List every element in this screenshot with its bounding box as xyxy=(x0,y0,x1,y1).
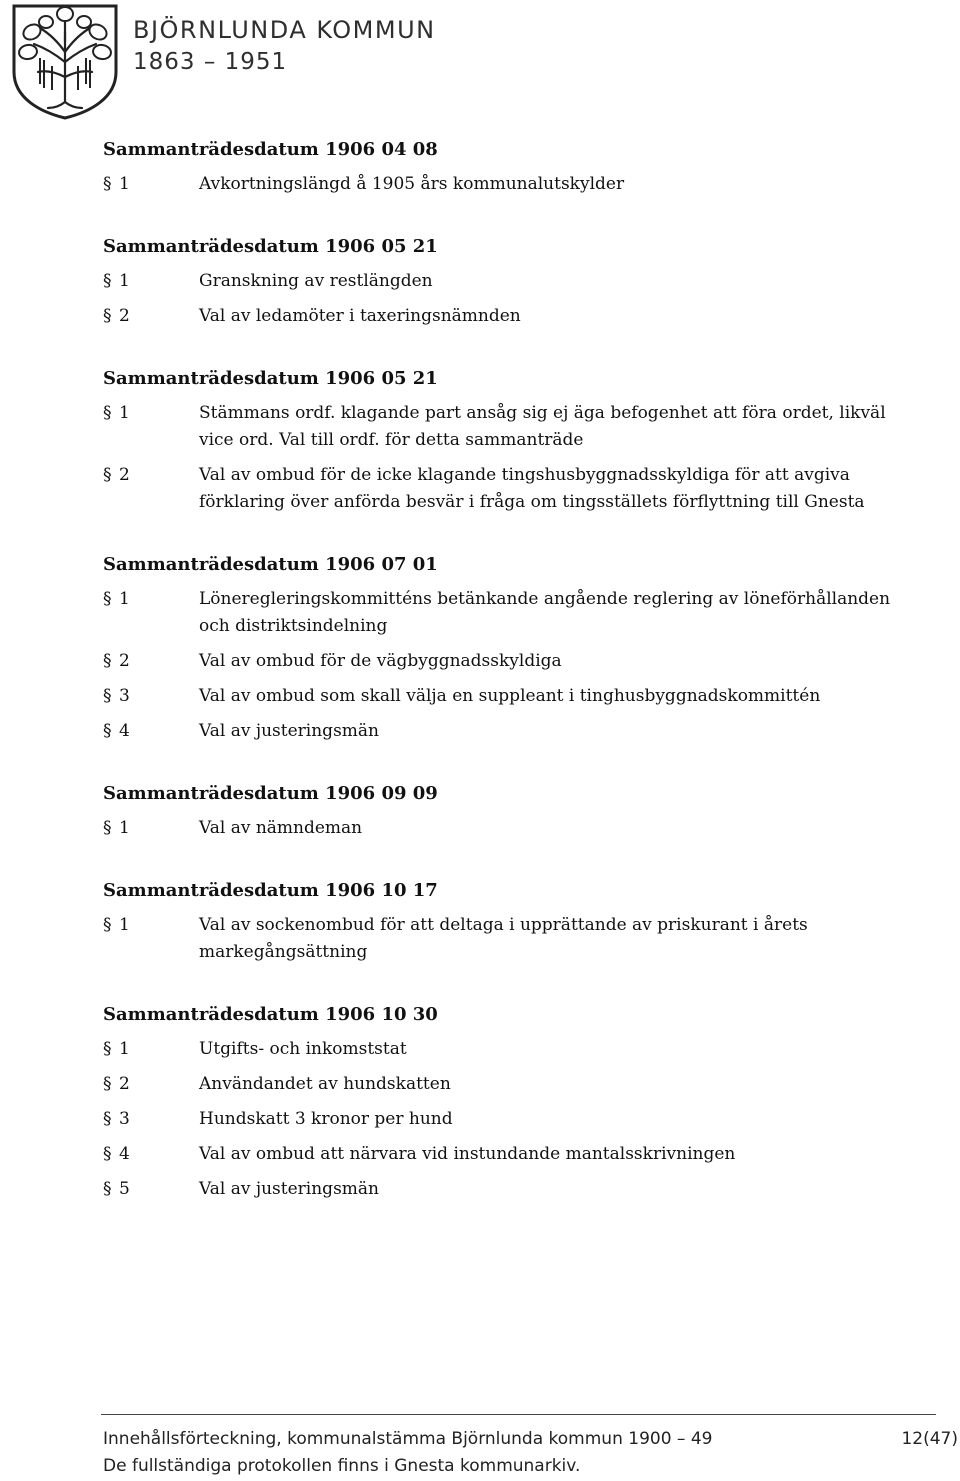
meeting-date: Sammanträdesdatum 1906 07 01 xyxy=(103,554,438,575)
section-sign-icon: § xyxy=(103,465,112,485)
section-sign-icon: § xyxy=(103,651,112,671)
paragraph-number xyxy=(103,718,199,745)
paragraph-number xyxy=(103,400,199,454)
agenda-item-text: Val av ombud som skall välja en suppleant i tinghusbyggnadskommittén xyxy=(199,686,821,706)
section-sign-icon: § xyxy=(103,1039,112,1059)
paragraph-num: 3 xyxy=(119,686,130,706)
agenda-item xyxy=(103,586,923,640)
footer-title: Innehållsförteckning, kommunalstämma Björnlunda kommun 1900 – 49 xyxy=(103,1429,713,1449)
paragraph-number xyxy=(103,462,199,516)
paragraph-num: 4 xyxy=(119,721,130,741)
agenda-item xyxy=(103,1071,923,1098)
agenda-item xyxy=(103,1106,923,1133)
agenda-item-text: Granskning av restlängden xyxy=(199,271,433,291)
meeting-section xyxy=(103,366,923,516)
agenda-item xyxy=(103,1036,923,1063)
paragraph-num: 5 xyxy=(119,1179,130,1199)
agenda-item-text: Val av ombud för de icke klagande tingshusbyggnadsskyldiga för att avgiva förklaring över anförda besvär i fråga om tingsställets förflyttning till Gnesta xyxy=(199,465,865,512)
paragraph-num: 1 xyxy=(119,271,130,291)
meeting-date: Sammanträdesdatum 1906 10 30 xyxy=(103,1004,438,1025)
paragraph-num: 1 xyxy=(119,915,130,935)
agenda-item xyxy=(103,303,923,330)
meeting-date: Sammanträdesdatum 1906 10 17 xyxy=(103,880,438,901)
paragraph-num: 4 xyxy=(119,1144,130,1164)
paragraph-number xyxy=(103,171,199,198)
agenda-item xyxy=(103,462,923,516)
meeting-date: Sammanträdesdatum 1906 05 21 xyxy=(103,368,438,389)
agenda-item-text: Utgifts- och inkomststat xyxy=(199,1039,407,1059)
paragraph-num: 2 xyxy=(119,306,130,326)
meeting-section xyxy=(103,137,923,198)
paragraph-num: 1 xyxy=(119,174,130,194)
section-sign-icon: § xyxy=(103,1144,112,1164)
paragraph-num: 2 xyxy=(119,465,130,485)
agenda-item-text: Val av nämndeman xyxy=(199,818,363,838)
paragraph-number xyxy=(103,1036,199,1063)
section-sign-icon: § xyxy=(103,1074,112,1094)
section-sign-icon: § xyxy=(103,818,112,838)
paragraph-number xyxy=(103,648,199,675)
meeting-date: Sammanträdesdatum 1906 09 09 xyxy=(103,783,438,804)
organization-title xyxy=(133,14,436,77)
meeting-date: Sammanträdesdatum 1906 05 21 xyxy=(103,236,438,257)
section-sign-icon: § xyxy=(103,271,112,291)
paragraph-number xyxy=(103,1176,199,1203)
paragraph-number xyxy=(103,268,199,295)
section-sign-icon: § xyxy=(103,1109,112,1129)
agenda-item xyxy=(103,718,923,745)
page-number: 12(47) xyxy=(901,1429,958,1449)
paragraph-num: 2 xyxy=(119,1074,130,1094)
agenda-item-text: Val av ledamöter i taxeringsnämnden xyxy=(199,306,521,326)
page-header xyxy=(0,0,960,125)
paragraph-number xyxy=(103,912,199,966)
section-sign-icon: § xyxy=(103,174,112,194)
section-sign-icon: § xyxy=(103,403,112,423)
paragraph-number xyxy=(103,1071,199,1098)
page-footer xyxy=(103,1426,958,1480)
section-sign-icon: § xyxy=(103,1179,112,1199)
agenda-item xyxy=(103,400,923,454)
paragraph-num: 1 xyxy=(119,589,130,609)
paragraph-number xyxy=(103,683,199,710)
agenda-item-text: Hundskatt 3 kronor per hund xyxy=(199,1109,453,1129)
agenda-item xyxy=(103,648,923,675)
section-sign-icon: § xyxy=(103,915,112,935)
meeting-section xyxy=(103,878,923,966)
agenda-item xyxy=(103,912,923,966)
agenda-item xyxy=(103,171,923,198)
agenda-item xyxy=(103,815,923,842)
meetings-list xyxy=(103,137,923,1239)
agenda-item-text: Val av ombud att närvara vid instundande mantalsskrivningen xyxy=(199,1144,736,1164)
section-sign-icon: § xyxy=(103,721,112,741)
meeting-date: Sammanträdesdatum 1906 04 08 xyxy=(103,139,438,160)
paragraph-number xyxy=(103,303,199,330)
agenda-item xyxy=(103,1141,923,1168)
paragraph-number xyxy=(103,586,199,640)
meeting-section xyxy=(103,234,923,330)
paragraph-number xyxy=(103,1141,199,1168)
paragraph-number xyxy=(103,815,199,842)
agenda-item-text: Användandet av hundskatten xyxy=(199,1074,451,1094)
agenda-item-text: Löneregleringskommitténs betänkande angående reglering av löneförhållanden och distriktsindelning xyxy=(199,589,891,636)
paragraph-num: 3 xyxy=(119,1109,130,1129)
paragraph-num: 1 xyxy=(119,403,130,423)
paragraph-num: 1 xyxy=(119,1039,130,1059)
organization-name: BJÖRNLUNDA KOMMUN xyxy=(133,16,436,44)
meeting-section xyxy=(103,781,923,842)
agenda-item-text: Stämmans ordf. klagande part ansåg sig ej äga befogenhet att föra ordet, likväl vice ord. Val till ordf. för detta sammanträde xyxy=(199,403,886,450)
agenda-item-text: Val av sockenombud för att deltaga i upprättande av priskurant i årets markegångsättning xyxy=(199,915,808,962)
agenda-item xyxy=(103,268,923,295)
coat-of-arms-tree-icon xyxy=(10,2,120,120)
meeting-section xyxy=(103,1002,923,1203)
paragraph-num: 2 xyxy=(119,651,130,671)
meeting-section xyxy=(103,552,923,745)
agenda-item-text: Val av justeringsmän xyxy=(199,721,379,741)
section-sign-icon: § xyxy=(103,686,112,706)
paragraph-number xyxy=(103,1106,199,1133)
agenda-item-text: Val av justeringsmän xyxy=(199,1179,379,1199)
agenda-item xyxy=(103,1176,923,1203)
agenda-item-text: Val av ombud för de vägbyggnadsskyldiga xyxy=(199,651,562,671)
agenda-item-text: Avkortningslängd å 1905 års kommunalutskylder xyxy=(199,174,625,194)
footer-note: De fullständiga protokollen finns i Gnesta kommunarkiv. xyxy=(103,1456,581,1476)
paragraph-num: 1 xyxy=(119,818,130,838)
section-sign-icon: § xyxy=(103,306,112,326)
footer-divider xyxy=(101,1414,936,1415)
section-sign-icon: § xyxy=(103,589,112,609)
agenda-item xyxy=(103,683,923,710)
organization-years: 1863 – 1951 xyxy=(133,49,288,75)
